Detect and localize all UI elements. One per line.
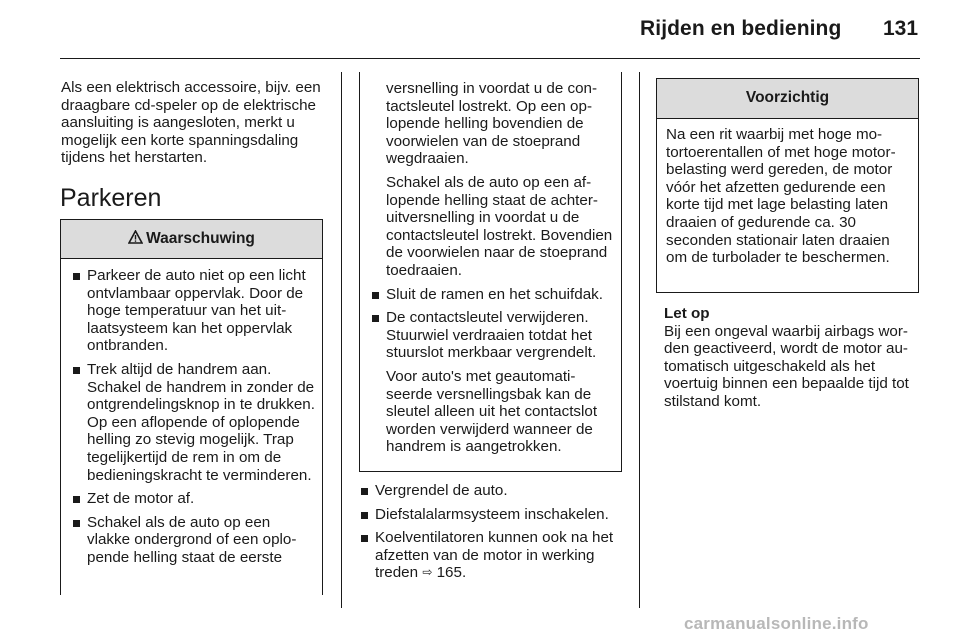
warning-continued-list <box>370 286 615 456</box>
column-divider-2 <box>639 72 640 608</box>
note-label: Let op <box>664 305 710 322</box>
note-body: Bij een ongeval waarbij airbags worden geactiveerd, wordt de motor automatisch uitgeschakeld als het voertuig binnen een bepaalde tijd tot stilstand komt. <box>664 322 909 410</box>
watermark-text: carmanualsonline.info <box>684 614 869 633</box>
warning-box <box>60 219 323 595</box>
parking-steps-list <box>359 482 625 588</box>
warning-triangle-icon <box>128 220 143 257</box>
reference-page[interactable]: 165. <box>436 564 467 582</box>
header-divider <box>60 58 920 59</box>
list-item: Parkeer de auto niet op een licht ontvlambaar oppervlak. Door de hoge temperatuur van het uitlaatsysteem kan het oppervlak ontbranden. <box>71 267 316 355</box>
list-item: De contactsleutel verwijderen. Stuurwiel verdraaien totdat het stuurslot merkbaar vergrendelt. Voor auto's met geautomatiseerde versnellingsbak kan de sleutel alleen uit het contactslot worden verwijderd wanneer de handrem is aangetrokken. <box>370 309 615 456</box>
warning-continued-paragraph: versnelling in voordat u de contactsleutel lostrekt. Op een oplopende helling bovendien de voorwielen van de stoeprand wegdraaien. <box>386 80 598 168</box>
caution-box-body: Na een rit waarbij met hoge motortoerentallen of met hoge motorbelasting werd gereden, de motor vóór het afzetten gedurende een korte tijd met lage belasting laten draaien of gedurende ca. 30 seconden stationair laten draaien om de turbolader te beschermen. <box>666 126 896 267</box>
section-heading: Parkeren <box>60 184 162 212</box>
list-item: Trek altijd de handrem aan. Schakel de handrem in zonder de ontgrendelingsknop in te drukken. Op een aflopende of oplopende helling zo stevig mogelijk. Trap tegelijkertijd de rem in om de bedieningskracht te verminderen. <box>71 361 316 484</box>
caution-box-header: Voorzichtig <box>657 79 918 119</box>
warning-box-title: Waarschuwing <box>146 230 255 247</box>
list-item: Diefstalalarmsysteem inschakelen. <box>359 506 625 524</box>
warning-continued-paragraph-2: Schakel als de auto op een aflopende helling staat de achteruitversnelling in voordat u de contactsleutel lostrekt. Bovendien de voorwielen naar de stoeprand toedraaien. <box>386 173 613 279</box>
warning-box-header <box>61 220 322 259</box>
column-divider-1 <box>341 72 342 608</box>
list-item: Koelventilatoren kunnen ook na het afzetten van de motor in werking treden ⇨ 165. <box>359 529 625 582</box>
warning-list <box>61 259 322 567</box>
list-item: Zet de motor af. <box>71 490 316 508</box>
note-block <box>664 305 922 411</box>
page-number: 131 <box>883 17 919 40</box>
intro-paragraph: Als een elektrisch accessoire, bijv. een draagbare cd-speler op de elektrische aansluiting is aangesloten, merkt u mogelijk een korte spanningsdaling tijdens het herstarten. <box>61 79 321 167</box>
caution-box <box>656 78 919 293</box>
list-item-subparagraph: Voor auto's met geautomatiseerde versnellingsbak kan de sleutel alleen uit het contactslot worden verwijderd wanneer de handrem is aangetrokken. <box>386 367 598 456</box>
page-header-title: Rijden en bediening <box>640 17 842 40</box>
list-item: Vergrendel de auto. <box>359 482 625 500</box>
reference-arrow-icon: ⇨ <box>422 565 433 580</box>
warning-box-continued <box>359 72 622 472</box>
list-item: Schakel als de auto op een vlakke ondergrond of een oplopende helling staat de eerste <box>71 514 316 567</box>
list-item: Sluit de ramen en het schuifdak. <box>370 286 615 304</box>
